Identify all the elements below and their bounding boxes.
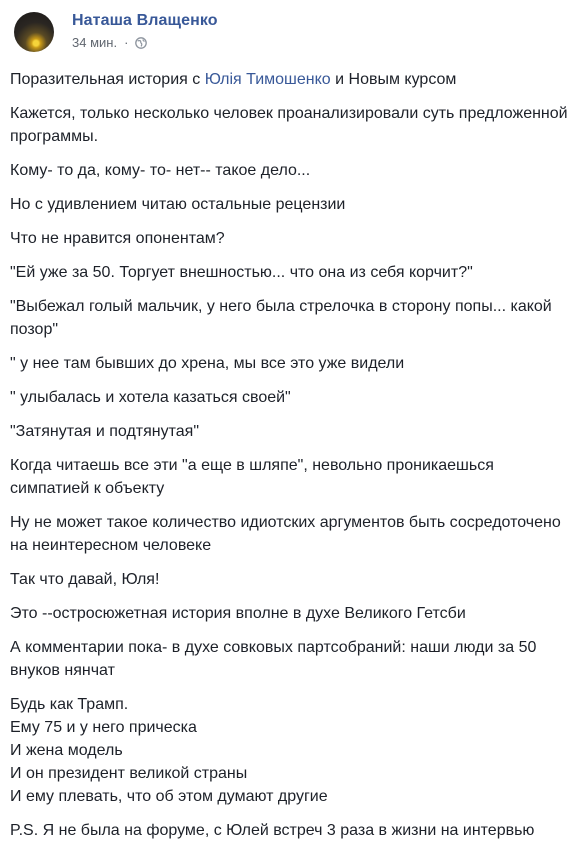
- post-paragraph: "Выбежал голый мальчик, у него была стрелочка в сторону попы... какой позор": [10, 298, 552, 338]
- post-subline: [72, 34, 218, 52]
- mention-link[interactable]: Юлія Тимошенко: [204, 71, 331, 88]
- post-paragraph: Когда читаешь все эти "а еще в шляпе", невольно проникаешься симпатией к объекту: [10, 457, 494, 497]
- post-paragraph: " у нее там бывших до хрена, мы все это уже видели: [10, 355, 405, 372]
- post-paragraph: Ну не может такое количество идиотских аргументов быть сосредоточено на неинтересном человеке: [10, 514, 561, 554]
- post-paragraph: "Ей уже за 50. Торгует внешностью... что она из себя корчит?": [10, 264, 473, 281]
- intro-text-after: и Новым курсом: [330, 71, 457, 88]
- post-paragraph: Кажется, только несколько человек проанализировали суть предложенной программы.: [10, 105, 568, 145]
- post-meta: [72, 11, 218, 52]
- globe-icon[interactable]: [135, 37, 147, 49]
- post-header: [8, 0, 573, 56]
- post-paragraph: "Затянутая и подтянутая": [10, 423, 200, 440]
- paragraph-line: Ему 75 и у него прическа: [10, 719, 197, 736]
- avatar[interactable]: [14, 12, 54, 52]
- paragraph-line: И ему плевать, что об этом думают другие: [10, 788, 328, 805]
- paragraph-line: И жена модель: [10, 742, 123, 759]
- intro-text-before: Поразительная история с: [10, 71, 205, 88]
- post-paragraph: Но с удивлением читаю остальные рецензии: [10, 196, 346, 213]
- post-paragraph: Это --остросюжетная история вполне в духе Великого Гетсби: [10, 605, 466, 622]
- post-paragraph: Так что давай, Юля!: [10, 571, 160, 588]
- author-name[interactable]: Наташа Влащенко: [72, 12, 218, 29]
- post-paragraph: Кому- то да, кому- то- нет-- такое дело...: [10, 162, 311, 179]
- post-paragraph-trump: [10, 693, 573, 808]
- post-paragraph: " улыбалась и хотела казаться своей": [10, 389, 291, 406]
- separator-dot: ·: [124, 35, 129, 50]
- post-paragraph-ps: P.S. Я не была на форуме, с Юлей встреч 3 раза в жизни на интервью: [10, 822, 535, 839]
- post-paragraph-intro: [10, 68, 573, 91]
- post-paragraph: Что не нравится опонентам?: [10, 230, 225, 247]
- post-body: [8, 56, 573, 842]
- paragraph-line: И он президент великой страны: [10, 765, 248, 782]
- post-paragraph: А комментарии пока- в духе совковых партсобраний: наши люди за 50 внуков нянчат: [10, 639, 537, 679]
- paragraph-line: Будь как Трамп.: [10, 696, 129, 713]
- post-timestamp[interactable]: 34 мин.: [72, 35, 118, 50]
